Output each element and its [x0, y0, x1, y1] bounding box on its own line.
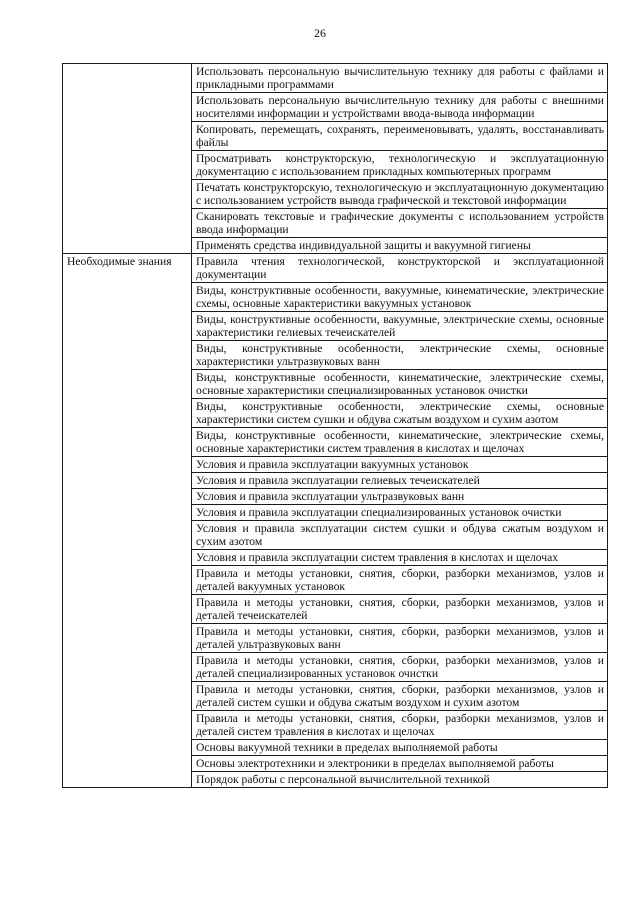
- knowledge-item: Условия и правила эксплуатации гелиевых течеискателей: [192, 473, 608, 489]
- knowledge-item: Правила и методы установки, снятия, сборки, разборки механизмов, узлов и деталей ультразвуковых ванн: [192, 624, 608, 653]
- table-row: [63, 254, 608, 283]
- knowledge-item: Условия и правила эксплуатации систем сушки и обдува сжатым воздухом и сухим азотом: [192, 521, 608, 550]
- knowledge-item: Виды, конструктивные особенности, кинематические, электрические схемы, основные характеристики систем травления в кислотах и щелочах: [192, 428, 608, 457]
- knowledge-item: Условия и правила эксплуатации вакуумных установок: [192, 457, 608, 473]
- skills-item: Копировать, перемещать, сохранять, переименовывать, удалять, восстанавливать файлы: [192, 122, 608, 151]
- knowledge-item: Основы электротехники и электроники в пределах выполняемой работы: [192, 756, 608, 772]
- skills-item: Печатать конструкторскую, технологическую и эксплуатационную документацию с использованием устройств вывода графической и текстовой информации: [192, 180, 608, 209]
- knowledge-item: Виды, конструктивные особенности, кинематические, электрические схемы, основные характеристики специализированных установок очистки: [192, 370, 608, 399]
- requirements-table: [62, 63, 608, 788]
- page-number: 26: [314, 26, 326, 40]
- skills-item: Просматривать конструкторскую, технологическую и эксплуатационную документацию с использованием прикладных компьютерных программ: [192, 151, 608, 180]
- table-row: [63, 64, 608, 93]
- knowledge-item: Порядок работы с персональной вычислительной техникой: [192, 772, 608, 788]
- skills-label: [63, 64, 192, 254]
- skills-item: Использовать персональную вычислительную технику для работы с файлами и прикладными программами: [192, 64, 608, 93]
- knowledge-item: Правила чтения технологической, конструкторской и эксплуатационной документации: [192, 254, 608, 283]
- knowledge-item: Условия и правила эксплуатации систем травления в кислотах и щелочах: [192, 550, 608, 566]
- knowledge-item: Правила и методы установки, снятия, сборки, разборки механизмов, узлов и деталей вакуумных установок: [192, 566, 608, 595]
- knowledge-item: Виды, конструктивные особенности, электрические схемы, основные характеристики ультразвуковых ванн: [192, 341, 608, 370]
- knowledge-item: Условия и правила эксплуатации специализированных установок очистки: [192, 505, 608, 521]
- knowledge-item: Виды, конструктивные особенности, электрические схемы, основные характеристики систем сушки и обдува сжатым воздухом и сухим азотом: [192, 399, 608, 428]
- knowledge-item: Виды, конструктивные особенности, вакуумные, кинематические, электрические схемы, основные характеристики вакуумных установок: [192, 283, 608, 312]
- skills-item: Применять средства индивидуальной защиты и вакуумной гигиены: [192, 238, 608, 254]
- knowledge-item: Правила и методы установки, снятия, сборки, разборки механизмов, узлов и деталей течеискателей: [192, 595, 608, 624]
- knowledge-item: Основы вакуумной техники в пределах выполняемой работы: [192, 740, 608, 756]
- knowledge-item: Правила и методы установки, снятия, сборки, разборки механизмов, узлов и деталей систем сушки и обдува сжатым воздухом и сухим азотом: [192, 682, 608, 711]
- skills-item: Сканировать текстовые и графические документы с использованием устройств ввода информации: [192, 209, 608, 238]
- knowledge-item: Условия и правила эксплуатации ультразвуковых ванн: [192, 489, 608, 505]
- knowledge-label: Необходимые знания: [63, 254, 192, 788]
- skills-item: Использовать персональную вычислительную технику для работы с внешними носителями информации и устройствами ввода-вывода информации: [192, 93, 608, 122]
- knowledge-item: Виды, конструктивные особенности, вакуумные, электрические схемы, основные характеристики гелиевых течеискателей: [192, 312, 608, 341]
- knowledge-item: Правила и методы установки, снятия, сборки, разборки механизмов, узлов и деталей специализированных установок очистки: [192, 653, 608, 682]
- knowledge-item: Правила и методы установки, снятия, сборки, разборки механизмов, узлов и деталей систем травления в кислотах и щелочах: [192, 711, 608, 740]
